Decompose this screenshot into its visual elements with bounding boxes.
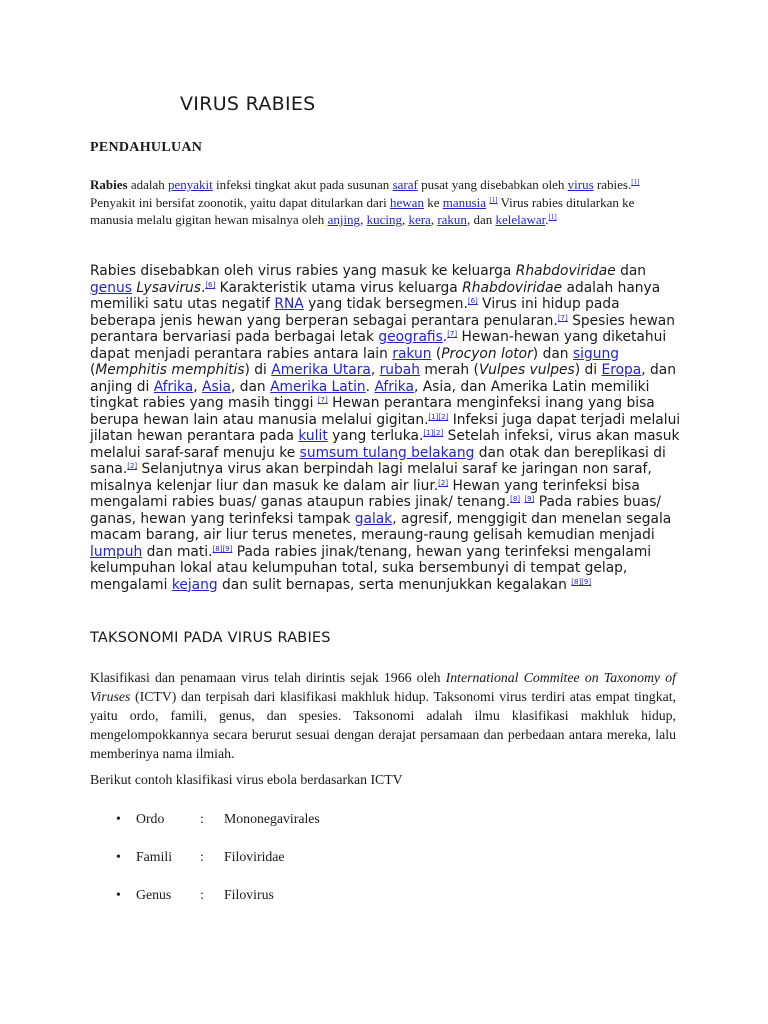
separator: : — [200, 849, 204, 864]
link-galak[interactable]: galak — [354, 510, 393, 527]
taxonomy-rank: Famili — [136, 849, 173, 864]
citation-link[interactable]: [1][2] — [423, 429, 444, 437]
text-span: adalah — [127, 177, 168, 192]
text-span: ( — [90, 362, 96, 378]
text-span: (ICTV) dan terpisah dari klasifikasi makhluk hidup. Taksonomi virus terdiri atas empat tingkat, yaitu ordo, famili, genus, dan spesies. Taksonomi adalah ilmu klasifikasi makhluk hidup, mengelompokkannya secara berurut sesuai dengan derajat persamaan dan perbedaan antara mereka, lalu memberinya nama ilmiah. — [90, 689, 676, 761]
text-span: Klasifikasi dan penamaan virus telah dirintis sejak 1966 oleh — [90, 670, 446, 685]
italic-term: Procyon lotor — [441, 345, 533, 362]
cause-paragraph — [90, 263, 688, 593]
citation-link[interactable]: [8][9] — [212, 544, 233, 553]
link-anjing[interactable]: anjing — [327, 212, 361, 227]
bullet-icon: • — [116, 849, 121, 864]
link-sumsum-tulang-belakang[interactable]: sumsum tulang belakang — [299, 444, 475, 461]
italic-term: International Commitee on Taxonomy of Viruses — [90, 670, 676, 704]
link-asia[interactable]: Asia — [202, 378, 231, 395]
separator: : — [200, 887, 204, 902]
text-span: yang terluka. — [327, 428, 424, 444]
text-span: ke — [423, 194, 443, 210]
citation-link[interactable]: [7] — [317, 396, 328, 404]
citation-link[interactable]: [8] — [510, 495, 521, 503]
citation-link[interactable]: [1] — [548, 213, 557, 221]
text-span: Rabies disebabkan oleh virus rabies yang masuk ke keluarga — [90, 263, 516, 279]
text-span: . — [365, 378, 375, 395]
citation-link[interactable]: [1][2] — [428, 412, 449, 421]
link-afrika[interactable]: Afrika — [153, 378, 194, 395]
text-span: ) di — [244, 362, 272, 378]
text-span: Pada rabies buas/ ganas, hewan yang terinfeksi tampak — [90, 494, 662, 527]
section-heading-taksonomi: TAKSONOMI PADA VIRUS RABIES — [90, 630, 331, 646]
example-intro-paragraph: Berikut contoh klasifikasi virus ebola berdasarkan ICTV — [90, 772, 403, 787]
citation-link[interactable]: [2] — [438, 478, 449, 487]
link-genus[interactable]: genus — [90, 279, 132, 296]
link-rakun[interactable]: rakun — [437, 212, 467, 227]
text-span: , — [370, 362, 380, 378]
citation-link[interactable]: [9] — [524, 495, 535, 503]
link-afrika-2[interactable]: Afrika — [374, 378, 414, 395]
citation-link[interactable]: [1] — [489, 195, 498, 204]
text-span: ) di — [574, 362, 602, 378]
text-span: dan sulit bernapas, serta menunjukkan kegalakan — [217, 576, 572, 593]
text-span: Pada rabies jinak/tenang, hewan yang terinfeksi mengalami kelumpuhan lokal atau kelumpuhan total, suka bersembunyi di tempat gelap, mengalami — [90, 543, 652, 593]
rabies-term: Rabies — [90, 177, 128, 192]
bullet-icon: • — [116, 887, 121, 902]
link-sigung[interactable]: sigung — [572, 345, 619, 362]
text-span: dan — [615, 263, 647, 279]
citation-link[interactable]: [8][9] — [571, 577, 592, 586]
section-heading-pendahuluan: PENDAHULUAN — [90, 140, 203, 155]
text-span: pusat yang disebabkan oleh — [417, 177, 568, 192]
text-span: . — [200, 279, 206, 296]
text-span: . — [442, 329, 448, 345]
taxonomy-value: Filovirus — [224, 887, 274, 902]
italic-term: Rhabdoviridae — [462, 279, 563, 296]
citation-link[interactable]: [1] — [631, 178, 640, 186]
link-kera[interactable]: kera — [408, 212, 431, 227]
text-span: Infeksi juga dapat terjadi melalui jilatan hewan perantara pada — [90, 411, 681, 444]
text-span: Spesies hewan perantara bervariasi pada berbagai letak — [90, 312, 675, 345]
italic-term: Vulpes vulpes — [478, 362, 575, 378]
text-span: ) dan — [532, 345, 573, 362]
link-manusia[interactable]: manusia — [442, 194, 487, 210]
link-rakun[interactable]: rakun — [392, 345, 432, 362]
taxonomy-value: Mononegavirales — [224, 811, 320, 826]
text-span: , Asia, dan Amerika Latin memiliki tingkat rabies yang masih tinggi — [90, 378, 650, 411]
taxonomy-rank: Ordo — [136, 811, 165, 826]
text-span: Penyakit ini bersifat zoonotik, yaitu dapat ditularkan dari — [90, 194, 391, 210]
link-amerika-utara[interactable]: Amerika Utara — [271, 362, 371, 378]
link-geografis[interactable]: geografis — [378, 329, 443, 345]
text-span: Selanjutnya virus akan berpindah lagi melalui saraf ke jaringan non saraf, misalnya kelenjar liur dan masuk ke dalam air liur. — [90, 461, 652, 494]
text-span: Karakteristik utama virus keluarga — [215, 279, 463, 296]
text-span: ( — [431, 345, 442, 362]
text-span: Virus ini hidup pada beberapa jenis hewan yang berperan sebagai perantara penularan. — [90, 296, 620, 329]
text-span: , dan anjing di — [90, 362, 676, 395]
text-span: dan mati. — [142, 543, 213, 560]
taxonomy-value: Filoviridae — [224, 849, 285, 864]
text-span: , — [360, 212, 367, 227]
citation-link[interactable]: [7] — [557, 313, 568, 322]
text-span: , agresif, menggigit dan menelan segala macam barang, air liur terus menetes, meraung-raung gelisah kemudian menjadi — [90, 510, 672, 543]
link-rna[interactable]: RNA — [274, 296, 304, 312]
citation-link[interactable]: [2] — [127, 462, 138, 470]
text-span: Hewan-hewan yang diketahui dapat menjadi perantara rabies antara lain — [90, 329, 667, 362]
text-span: Hewan perantara menginfeksi inang yang bisa berupa hewan lain atau manusia melalui gigitan. — [90, 395, 655, 428]
italic-term: Lysavirus — [136, 279, 201, 296]
link-kulit[interactable]: kulit — [298, 428, 328, 444]
link-kelelawar[interactable]: kelelawar — [495, 212, 546, 227]
link-eropa[interactable]: Eropa — [601, 362, 642, 378]
link-rubah[interactable]: rubah — [379, 362, 420, 378]
text-span: rabies. — [593, 177, 632, 192]
intro-paragraph — [90, 176, 680, 229]
text-span: dan otak dan bereplikasi di sana. — [90, 444, 666, 477]
italic-term: Memphitis memphitis — [95, 362, 245, 378]
text-span: adalah hanya memiliki satu utas negatif — [90, 279, 661, 312]
taxonomy-paragraph — [90, 668, 676, 763]
link-saraf[interactable]: saraf — [392, 177, 418, 192]
bullet-icon: • — [116, 811, 121, 826]
text-span: , dan — [230, 378, 271, 395]
link-amerika-latin[interactable]: Amerika Latin — [270, 378, 366, 395]
text-span: infeksi tingkat akut pada susunan — [212, 177, 393, 192]
link-penyakit[interactable]: penyakit — [167, 177, 213, 192]
italic-term: Rhabdoviridae — [515, 263, 616, 279]
text-span: , — [401, 212, 409, 227]
text-span: , — [430, 212, 438, 227]
text-span: merah ( — [419, 362, 479, 378]
text-span: , — [193, 378, 203, 395]
link-hewan[interactable]: hewan — [390, 194, 424, 210]
link-kucing[interactable]: kucing — [366, 212, 402, 227]
link-virus[interactable]: virus — [567, 177, 594, 192]
text-span: , dan — [466, 212, 496, 227]
text-span: yang tidak bersegmen. — [303, 296, 468, 312]
text-span: Setelah infeksi, virus akan masuk melalui saraf-saraf menuju ke — [90, 428, 680, 461]
text-span: Virus rabies ditularkan ke manusia melalu gigitan hewan misalnya oleh — [90, 194, 635, 227]
text-span: . — [545, 212, 549, 227]
citation-link[interactable]: [6] — [205, 280, 216, 289]
link-kejang[interactable]: kejang — [171, 576, 218, 593]
taxonomy-rank: Genus — [136, 887, 172, 902]
citation-link[interactable]: [7] — [447, 330, 458, 338]
separator: : — [200, 811, 204, 826]
citation-link[interactable]: [6] — [467, 297, 478, 305]
text-span: Hewan yang terinfeksi bisa mengalami rabies buas/ ganas ataupun rabies jinak/ tenang. — [90, 477, 640, 510]
page-title: VIRUS RABIES — [180, 93, 316, 115]
link-lumpuh[interactable]: lumpuh — [90, 543, 143, 560]
